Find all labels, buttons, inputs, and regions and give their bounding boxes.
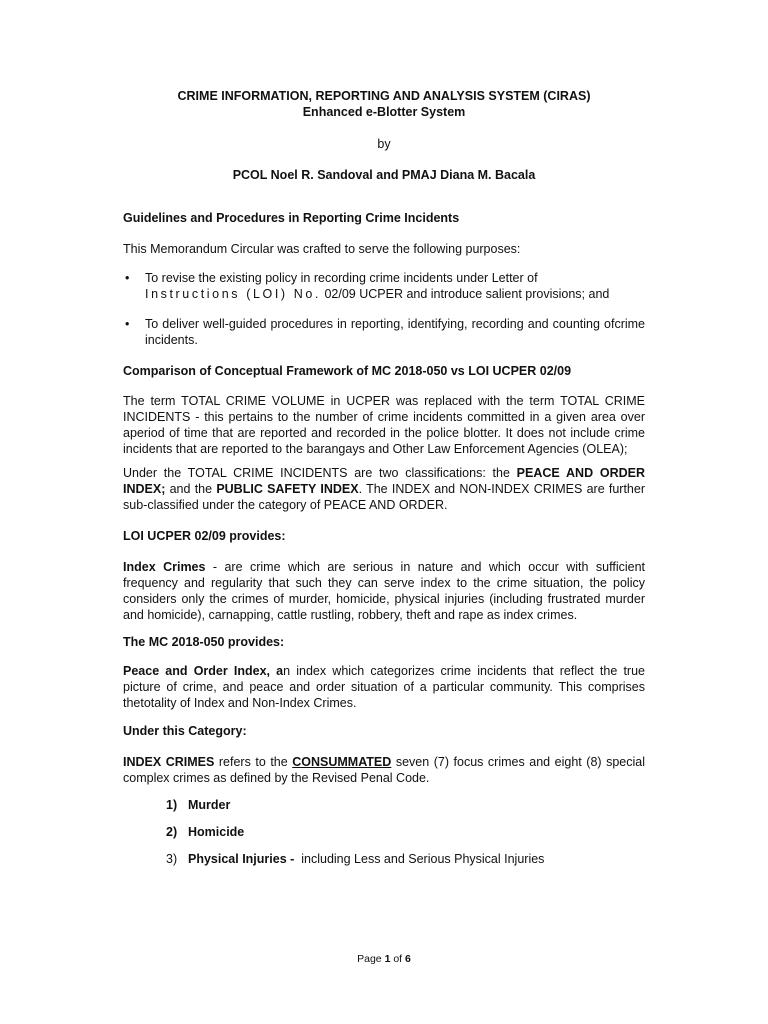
section-heading-mc: The MC 2018-050 provides: [123, 635, 285, 649]
text-span: refers to the [214, 755, 293, 769]
footer-page-number: 1 [384, 953, 391, 965]
title-line-1: CRIME INFORMATION, REPORTING AND ANALYSIS SYSTEM (CIRAS) [177, 89, 591, 103]
section-heading-loi: LOI UCPER 02/09 provides: [123, 529, 286, 543]
paragraph-index-crimes-def [123, 754, 645, 786]
bullet-dot-icon: • [125, 271, 130, 285]
term: Index Crimes [123, 560, 206, 574]
term: INDEX CRIMES [123, 755, 215, 769]
bullet-item [123, 270, 645, 302]
underlined-term: CONSUMMATED [292, 755, 392, 769]
list-label: Homicide [188, 825, 245, 839]
paragraph-total-crime: The term TOTAL CRIME VOLUME in UCPER was replaced with the term TOTAL CRIME INCIDENTS - this pertains to the number of crime incidents committed in a given area over aperiod of time that are reported and recorded in the police blotter. It does not include crime incidents that are reported to the barangays and Other Law Enforcement Agencies (OLEA); [123, 394, 645, 456]
list-label: Physical Injuries - [188, 852, 295, 866]
definition: n index which categorizes crime incidents that reflect the true picture of crime, and peace and order situation of a particular community. This comprises thetotality of Index and Non-Index Crimes. [123, 664, 646, 710]
section-heading-guidelines: Guidelines and Procedures in Reporting Crime Incidents [123, 211, 460, 225]
paragraph-peace-order [123, 663, 645, 711]
paragraph-index-crimes [123, 559, 645, 623]
list-number: 2) [166, 825, 178, 839]
bullet-text-spaced: Instructions (LOI) No. [145, 287, 321, 301]
bullet-text: To revise the existing policy in recording crime incidents under Letter of [145, 271, 538, 285]
bullet-item [123, 316, 645, 348]
footer-total-pages: 6 [405, 953, 411, 965]
term: Peace and Order Index, a [123, 664, 284, 678]
page-footer [0, 951, 768, 967]
footer-of-word: of [390, 953, 406, 965]
by-line: by [377, 137, 391, 151]
list-number: 1) [166, 798, 178, 812]
bullet-dot-icon: • [125, 317, 130, 331]
bullet-text-tail: 02/09 UCPER and introduce salient provisions; and [321, 287, 610, 301]
bullet-text: To deliver well-guided procedures in reporting, identifying, recording and counting ofcrime incidents. [145, 317, 645, 347]
purpose-bullets [123, 270, 645, 362]
list-item [166, 797, 646, 824]
section-heading-category: Under this Category: [123, 724, 247, 738]
list-item [166, 824, 646, 851]
text-span: seven (7) focus crimes and eight (8) special complex crimes as defined by the Revised Penal Code. [123, 755, 646, 785]
list-number: 3) [166, 852, 178, 866]
paragraph-classifications [123, 465, 645, 513]
bold-span: PUBLIC SAFETY INDEX [216, 482, 359, 496]
title-line-2: Enhanced e-Blotter System [302, 105, 466, 119]
text-span: and the [165, 482, 217, 496]
text-span: Under the TOTAL CRIME INCIDENTS are two classifications: the [123, 466, 517, 480]
bold-span: PEACE AND ORDER INDEX; [123, 466, 645, 496]
intro-paragraph: This Memorandum Circular was crafted to serve the following purposes: [123, 242, 521, 256]
authors: PCOL Noel R. Sandoval and PMAJ Diana M. Bacala [232, 168, 536, 182]
crime-list [166, 797, 646, 878]
footer-page-word: Page [357, 953, 385, 965]
definition: - are crime which are serious in nature and which occur with sufficient frequency and regularity that such they can serve index to the crime situation, the policy considers only the crimes of murder, homicide, physical injuries (including frustrated murder and homicide), carnapping, cattle rustling, robbery, theft and rape as index crimes. [123, 560, 645, 622]
document-title [0, 88, 768, 120]
list-label: Murder [188, 798, 231, 812]
text-span: . The INDEX and NON-INDEX CRIMES are further sub-classified under the category of PEACE AND ORDER. [123, 482, 646, 512]
list-item [166, 851, 646, 878]
list-detail: including Less and Serious Physical Injuries [294, 852, 545, 866]
section-heading-comparison: Comparison of Conceptual Framework of MC 2018-050 vs LOI UCPER 02/09 [123, 364, 572, 378]
